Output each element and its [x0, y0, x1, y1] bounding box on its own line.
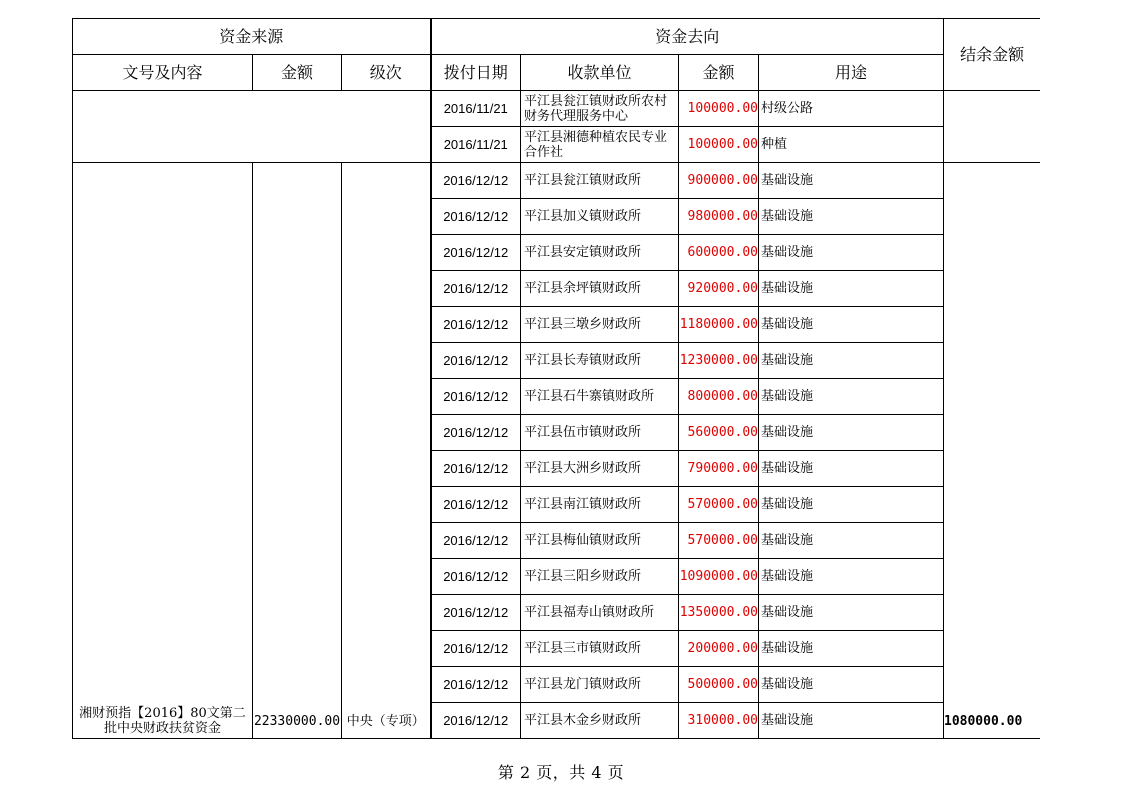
payee-cell: 平江县石牛寨镇财政所: [521, 379, 679, 415]
header-pay-amount: 金额: [679, 55, 759, 91]
purpose-cell: 基础设施: [759, 451, 944, 487]
purpose-cell: 基础设施: [759, 667, 944, 703]
pay-date-cell: 2016/12/12: [431, 595, 521, 631]
payee-cell: 平江县木金乡财政所: [521, 703, 679, 739]
purpose-cell: 基础设施: [759, 235, 944, 271]
pay-amount-cell: 200000.00: [679, 631, 759, 667]
pay-amount-cell: 980000.00: [679, 199, 759, 235]
header-dest-group: 资金去向: [431, 19, 944, 55]
page-footer: [0, 760, 1122, 783]
payee-cell: 平江县大洲乡财政所: [521, 451, 679, 487]
payee-cell: 平江县三墩乡财政所: [521, 307, 679, 343]
purpose-cell: 基础设施: [759, 379, 944, 415]
pay-date-cell: 2016/12/12: [431, 667, 521, 703]
pay-amount-cell: 100000.00: [679, 127, 759, 163]
pay-date-cell: 2016/12/12: [431, 307, 521, 343]
payee-cell: 平江县余坪镇财政所: [521, 271, 679, 307]
pay-date-cell: 2016/12/12: [431, 235, 521, 271]
purpose-cell: 基础设施: [759, 487, 944, 523]
pay-amount-cell: 1350000.00: [679, 595, 759, 631]
pay-amount-cell: 800000.00: [679, 379, 759, 415]
purpose-cell: 基础设施: [759, 271, 944, 307]
header-row-1: [73, 19, 1041, 55]
payee-cell: 平江县龙门镇财政所: [521, 667, 679, 703]
payee-cell: 平江县福寿山镇财政所: [521, 595, 679, 631]
purpose-cell: 基础设施: [759, 307, 944, 343]
balance-cell: 1080000.00: [944, 163, 1041, 739]
pay-date-cell: 2016/11/21: [431, 91, 521, 127]
payee-cell: 平江县加义镇财政所: [521, 199, 679, 235]
pay-date-cell: 2016/12/12: [431, 415, 521, 451]
pay-date-cell: 2016/12/12: [431, 703, 521, 739]
purpose-cell: 基础设施: [759, 415, 944, 451]
pay-amount-cell: 600000.00: [679, 235, 759, 271]
header-balance: 结余金额: [944, 19, 1041, 91]
pay-date-cell: 2016/12/12: [431, 451, 521, 487]
payee-cell: 平江县长寿镇财政所: [521, 343, 679, 379]
purpose-cell: 基础设施: [759, 343, 944, 379]
purpose-cell: 基础设施: [759, 631, 944, 667]
pay-amount-cell: 1230000.00: [679, 343, 759, 379]
purpose-cell: 基础设施: [759, 595, 944, 631]
pay-amount-cell: 570000.00: [679, 487, 759, 523]
header-row-2: [73, 55, 1041, 91]
table-row: [73, 91, 1041, 127]
purpose-cell: 基础设施: [759, 199, 944, 235]
purpose-cell: 种植: [759, 127, 944, 163]
header-purpose: 用途: [759, 55, 944, 91]
pay-amount-cell: 500000.00: [679, 667, 759, 703]
pay-amount-cell: 560000.00: [679, 415, 759, 451]
payee-cell: 平江县安定镇财政所: [521, 235, 679, 271]
pay-amount-cell: 920000.00: [679, 271, 759, 307]
payee-cell: 平江县南江镇财政所: [521, 487, 679, 523]
pay-amount-cell: 100000.00: [679, 91, 759, 127]
purpose-cell: 基础设施: [759, 523, 944, 559]
header-payee: 收款单位: [521, 55, 679, 91]
pay-amount-cell: 790000.00: [679, 451, 759, 487]
pay-date-cell: 2016/12/12: [431, 343, 521, 379]
pay-amount-cell: 1180000.00: [679, 307, 759, 343]
payee-cell: 平江县湘德种植农民专业合作社: [521, 127, 679, 163]
purpose-cell: 基础设施: [759, 703, 944, 739]
header-source-group: 资金来源: [73, 19, 431, 55]
header-pay-date: 拨付日期: [431, 55, 521, 91]
pay-date-cell: 2016/11/21: [431, 127, 521, 163]
page-number: 第 2 页，共 4 页: [497, 763, 625, 782]
source-level-cell: 中央（专项）: [342, 163, 431, 739]
pay-date-cell: 2016/12/12: [431, 271, 521, 307]
payee-cell: 平江县瓮江镇财政所农村财务代理服务中心: [521, 91, 679, 127]
payee-cell: 平江县伍市镇财政所: [521, 415, 679, 451]
pay-date-cell: 2016/12/12: [431, 199, 521, 235]
purpose-cell: 基础设施: [759, 559, 944, 595]
pay-date-cell: 2016/12/12: [431, 163, 521, 199]
purpose-cell: 村级公路: [759, 91, 944, 127]
pay-date-cell: 2016/12/12: [431, 631, 521, 667]
payee-cell: 平江县梅仙镇财政所: [521, 523, 679, 559]
pay-amount-cell: 900000.00: [679, 163, 759, 199]
pay-date-cell: 2016/12/12: [431, 559, 521, 595]
carry-source-blank: [73, 91, 431, 163]
source-amount-cell: 22330000.00: [253, 163, 342, 739]
carry-balance-blank: [944, 91, 1041, 163]
payee-cell: 平江县瓮江镇财政所: [521, 163, 679, 199]
payee-cell: 平江县三阳乡财政所: [521, 559, 679, 595]
pay-date-cell: 2016/12/12: [431, 523, 521, 559]
header-source-amount: 金额: [253, 55, 342, 91]
funds-table: [72, 18, 1040, 739]
pay-amount-cell: 1090000.00: [679, 559, 759, 595]
pay-date-cell: 2016/12/12: [431, 379, 521, 415]
purpose-cell: 基础设施: [759, 163, 944, 199]
pay-amount-cell: 310000.00: [679, 703, 759, 739]
header-doc-content: 文号及内容: [73, 55, 253, 91]
table-row: [73, 163, 1041, 199]
payee-cell: 平江县三市镇财政所: [521, 631, 679, 667]
source-doc-cell: 湘财预指【2016】80文第二批中央财政扶贫资金: [73, 163, 253, 739]
header-level: 级次: [342, 55, 431, 91]
pay-date-cell: 2016/12/12: [431, 487, 521, 523]
pay-amount-cell: 570000.00: [679, 523, 759, 559]
